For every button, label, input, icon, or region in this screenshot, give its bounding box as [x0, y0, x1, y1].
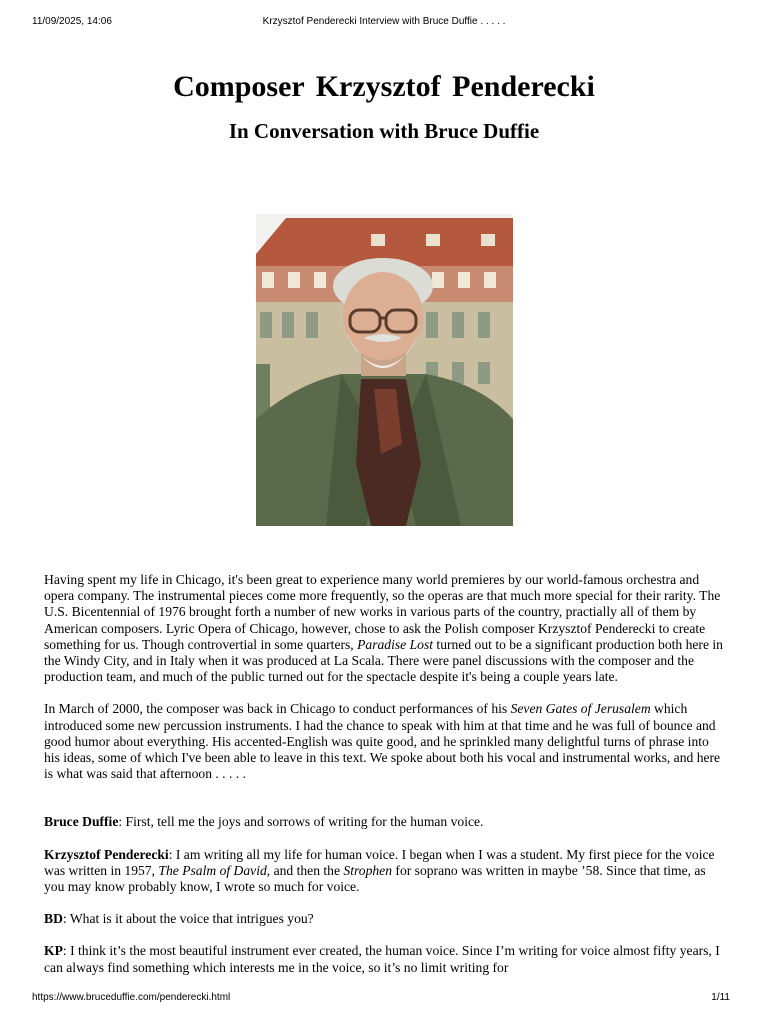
page-url: https://www.bruceduffie.com/penderecki.html	[32, 992, 231, 1003]
speaker-name: Krzysztof Penderecki	[44, 846, 169, 862]
interview-entry: KP: I think it’s the most beautiful instrument ever created, the human voice. Since I’m writing for voice almost fifty years, I can always find something which interests me in the voice, so it’s no limit writing for	[44, 943, 720, 975]
page-title: Composer Krzysztof Penderecki	[173, 70, 595, 103]
print-page-title: Krzysztof Penderecki Interview with Bruce Duffie . . . . .	[262, 16, 506, 27]
print-datetime: 11/09/2025, 14:06	[32, 16, 112, 27]
interview-entry: Krzysztof Penderecki: I am writing all my life for human voice. I began when I was a student. My first piece for the voice was written in 1957, The Psalm of David, and then the Strophen for soprano was written in maybe ’58. Since that time, as you may know probably know, I wrote so much for voice.	[44, 846, 715, 895]
speaker-name: Bruce Duffie	[44, 814, 119, 830]
print-footer	[32, 992, 736, 1006]
interview-entry: Bruce Duffie: First, tell me the joys and sorrows of writing for the human voice.	[44, 814, 484, 830]
work-title: Strophen	[343, 862, 393, 878]
print-header	[32, 16, 736, 30]
speaker-name: BD	[44, 911, 63, 927]
interview-entry: BD: What is it about the voice that intrigues you?	[44, 911, 314, 927]
page-subtitle: In Conversation with Bruce Duffie	[228, 119, 540, 143]
opera-title: Paradise Lost	[357, 636, 434, 652]
portrait-photo	[256, 214, 513, 526]
article-body	[44, 572, 724, 992]
page-number: 1/11	[711, 992, 730, 1003]
intro-paragraph-2: In March of 2000, the composer was back in Chicago to conduct performances of his Seven Gates of Jerusalem which introduced some new percussion instruments. I had the chance to speak with him at that time and he was full of bounce and good humor about everything. His accented-English was quite good, and he sprinkled many delightful turns of phrase into his ideas, some of which I've been able to leave in this text. We spoke about both his vocal and instrumental works, and here is what was said that afternoon . . . . .	[44, 701, 721, 782]
work-title: Seven Gates of Jerusalem	[510, 701, 651, 717]
work-title: The Psalm of David	[158, 862, 267, 878]
intro-paragraph-1: Having spent my life in Chicago, it's been great to experience many world premieres by our world-famous orchestra and opera company. The instrumental pieces come more frequently, so the operas are that much more special for their rarity. The U.S. Bicentennial of 1976 brought forth a number of new works in various parts of the country, practially all of them by American composers. Lyric Opera of Chicago, however, chose to ask the Polish composer Krzysztof Penderecki to create something for us. Though controvertial in some quarters, Paradise Lost turned out to be a significant production both here in the Windy City, and in Italy when it was produced at La Scala. There were panel discussions with the composer and the production team, and much of the public turned out for the spectacle despite it's being a couple years late.	[44, 572, 723, 685]
speaker-name: KP	[44, 943, 63, 959]
